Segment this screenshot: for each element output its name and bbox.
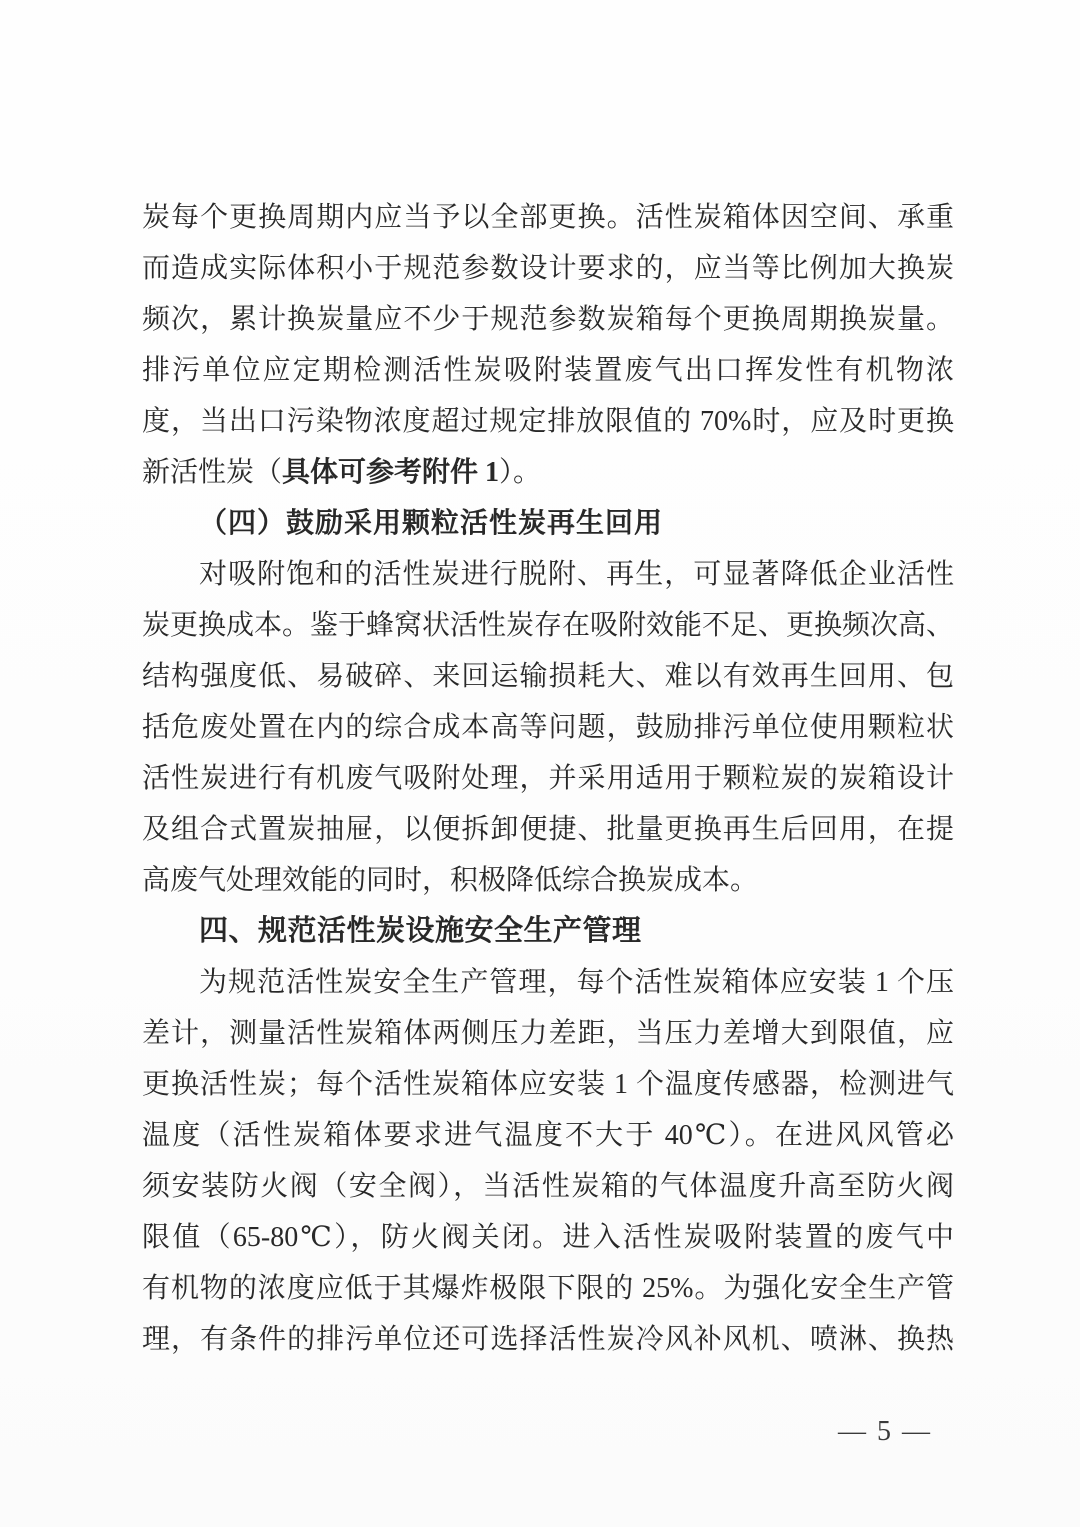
text-segment: 理，有条件的排污单位还可选择活性炭冷风补风机、喷淋、换热 (142, 1324, 954, 1355)
text-line (142, 753, 954, 804)
text-segment: 为规范活性炭安全生产管理，每个活性炭箱体应安装 1 个压 (199, 967, 954, 998)
text-line (142, 804, 954, 855)
text-segment: 频次，累计换炭量应不少于规范参数炭箱每个更换周期换炭量。 (142, 304, 954, 335)
bold-text-segment: 四、规范活性炭设施安全生产管理 (199, 915, 642, 947)
text-segment: 新活性炭（ (142, 457, 283, 488)
text-segment: 温度（活性炭箱体要求进气温度不大于 40℃）。在进风风管必 (142, 1120, 954, 1151)
text-segment: 有机物的浓度应低于其爆炸极限下限的 25%。为强化安全生产管 (142, 1273, 954, 1304)
text-segment: 须安装防火阀（安全阀），当活性炭箱的气体温度升高至防火阀 (142, 1171, 954, 1202)
text-segment: 对吸附饱和的活性炭进行脱附、再生，可显著降低企业活性 (199, 559, 954, 590)
bold-text-segment: （四）鼓励采用颗粒活性炭再生回用 (199, 508, 664, 539)
text-segment: 限值（65-80℃），防火阀关闭。进入活性炭吸附装置的废气中 (142, 1222, 954, 1253)
text-line (142, 651, 954, 702)
text-line (142, 243, 954, 294)
text-segment: 高废气处理效能的同时，积极降低综合换炭成本。 (142, 865, 759, 896)
text-line (142, 1314, 954, 1365)
text-segment: 排污单位应定期检测活性炭吸附装置废气出口挥发性有机物浓 (142, 355, 954, 386)
text-segment: 括危废处置在内的综合成本高等问题，鼓励排污单位使用颗粒状 (142, 712, 954, 743)
text-line (142, 1212, 954, 1263)
text-line (142, 447, 954, 498)
text-line (142, 345, 954, 396)
text-line (142, 1110, 954, 1161)
text-line (142, 1263, 954, 1314)
text-segment: 结构强度低、易破碎、来回运输损耗大、难以有效再生回用、包 (142, 661, 954, 692)
text-segment: 炭更换成本。鉴于蜂窝状活性炭存在吸附效能不足、更换频次高、 (142, 610, 954, 641)
bold-text-segment: 具体可参考附件 1 (282, 457, 500, 488)
text-line (142, 600, 954, 651)
text-segment: 活性炭进行有机废气吸附处理，并采用适用于颗粒炭的炭箱设计 (142, 763, 954, 794)
text-line (142, 702, 954, 753)
text-line (142, 1161, 954, 1212)
text-segment: 炭每个更换周期内应当予以全部更换。活性炭箱体因空间、承重 (142, 202, 954, 233)
text-line (142, 1008, 954, 1059)
text-line (142, 294, 954, 345)
text-line (142, 192, 954, 243)
text-line (142, 396, 954, 447)
text-line (142, 549, 954, 600)
section-heading (142, 906, 954, 957)
text-segment: ）。 (499, 457, 542, 488)
text-segment: 差计，测量活性炭箱体两侧压力差距，当压力差增大到限值，应 (142, 1018, 954, 1049)
text-segment: 而造成实际体积小于规范参数设计要求的，应当等比例加大换炭 (142, 253, 954, 284)
text-segment: 及组合式置炭抽屉，以便拆卸便捷、批量更换再生后回用，在提 (142, 814, 954, 845)
text-line (142, 1059, 954, 1110)
section-heading (142, 498, 954, 549)
text-segment: 更换活性炭；每个活性炭箱体应安装 1 个温度传感器，检测进气 (142, 1069, 954, 1100)
text-segment: 度，当出口污染物浓度超过规定排放限值的 70%时，应及时更换 (142, 406, 954, 437)
document-text (142, 192, 954, 1365)
text-line (142, 957, 954, 1008)
text-line (142, 855, 954, 906)
page-number: — 5 — (838, 1416, 932, 1447)
